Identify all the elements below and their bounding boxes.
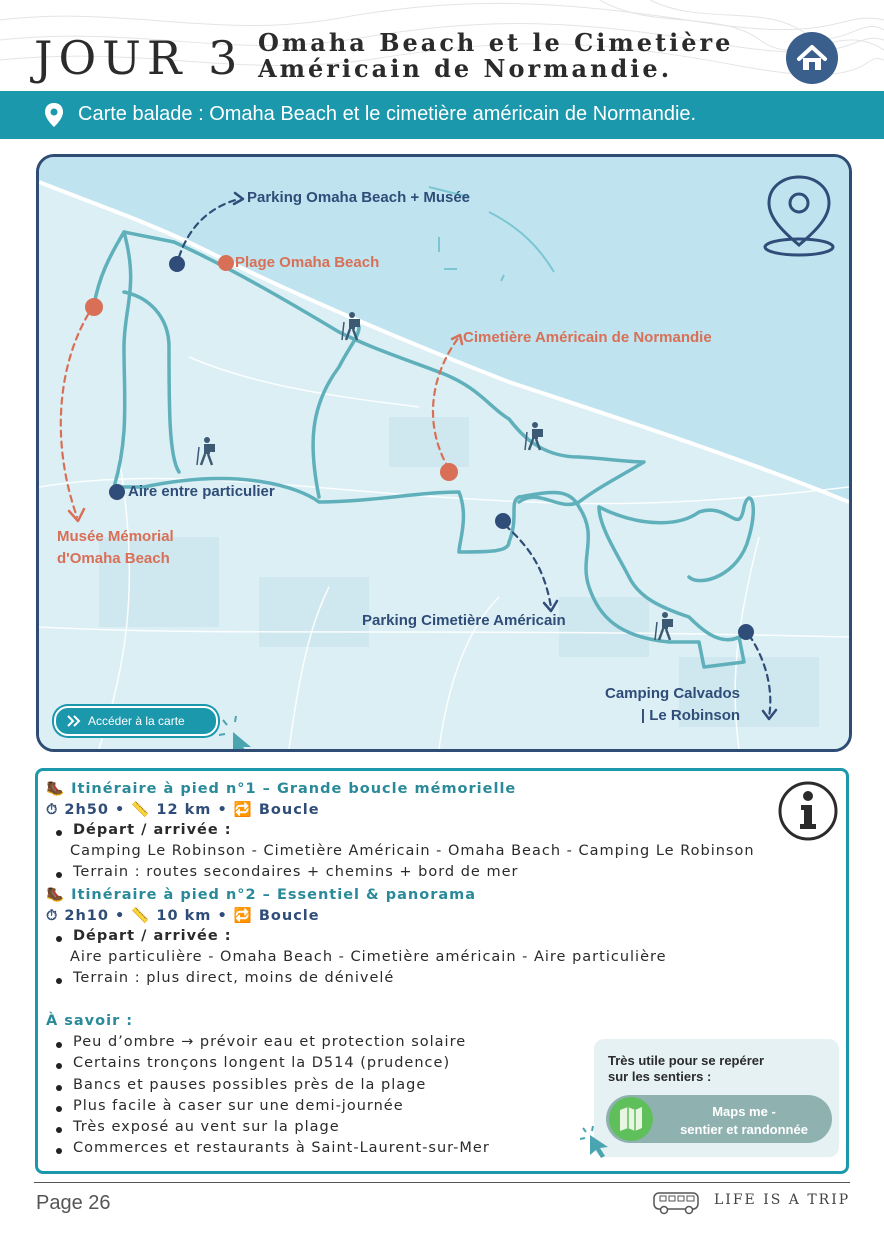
maps-me-recommendation [594, 1039, 839, 1157]
footer-divider [34, 1182, 850, 1183]
stopwatch-icon: ⏱ [46, 802, 59, 818]
label-plage-omaha: Plage Omaha Beach [235, 254, 380, 271]
map-app-icon [608, 1096, 654, 1142]
bullet [56, 1127, 62, 1133]
bullet [56, 1042, 62, 1048]
label-camping-line1: Camping Calvados [605, 685, 741, 702]
maps-me-button[interactable] [606, 1095, 832, 1143]
access-map-label: Accéder à la carte [88, 714, 185, 728]
double-chevron-icon [64, 711, 84, 731]
label-parking-omaha: Parking Omaha Beach + Musée [247, 189, 471, 206]
label-aire: Aire entre particulier [128, 483, 275, 500]
itinerary2-depart-label: Départ / arrivée : [73, 928, 232, 944]
label-camping [605, 683, 740, 727]
savoir-item: Bancs et pauses possibles près de la plage [73, 1077, 427, 1093]
useful-line2: sur les sentiers : [608, 1069, 712, 1084]
boot-icon: 🥾 [46, 781, 66, 797]
savoir-item: Commerces et restaurants à Saint-Laurent-sur-Mer [73, 1140, 490, 1156]
useful-line1: Très utile pour se repérer [608, 1053, 765, 1068]
bullet [56, 1148, 62, 1154]
maps-me-line1: Maps me - [712, 1104, 776, 1119]
label-musee-line1: Musée Mémorial [57, 528, 174, 545]
map-banner [0, 91, 884, 139]
itinerary1-title [46, 780, 516, 797]
cursor-icon [580, 1125, 614, 1159]
itinerary2-title-text: Itinéraire à pied n°2 – Essentiel & panorama [71, 887, 477, 903]
page-title [258, 30, 733, 82]
label-parking-cimetiere: Parking Cimetière Américain [362, 612, 566, 629]
itinerary1-meta-text: 2h50 • 📏 12 km • 🔁 Boucle [64, 802, 320, 818]
label-musee-line2: d'Omaha Beach [57, 550, 170, 567]
day-label: JOUR 3 [34, 31, 244, 85]
useful-text [608, 1053, 764, 1085]
itinerary1-title-text: Itinéraire à pied n°1 – Grande boucle mémorielle [71, 781, 517, 797]
stopwatch-icon: ⏱ [46, 908, 59, 924]
savoir-item: Très exposé au vent sur la plage [73, 1119, 340, 1135]
page-number: Page 26 [36, 1192, 111, 1214]
savoir-item: Peu d’ombre → prévoir eau et protection solaire [73, 1034, 467, 1050]
info-icon [776, 779, 840, 843]
bullet [56, 872, 62, 878]
page-title-line1: Omaha Beach et le Cimetière [258, 28, 734, 57]
maps-me-line2: sentier et randonnée [680, 1122, 808, 1137]
bullet [56, 936, 62, 942]
maps-me-label [664, 1103, 824, 1139]
bullet [56, 1085, 62, 1091]
boot-icon: 🥾 [46, 887, 66, 903]
map-graphic [39, 157, 849, 749]
brand-name: LIFE IS A TRIP [714, 1192, 851, 1208]
home-icon [786, 32, 838, 84]
savoir-item: Plus facile à caser sur une demi-journée [73, 1098, 404, 1114]
van-icon [652, 1190, 702, 1216]
itinerary1-terrain: Terrain : routes secondaires + chemins + bord de mer [73, 864, 519, 880]
savoir-title: À savoir : [46, 1013, 134, 1029]
banner-text: Carte balade : Omaha Beach et le cimetière américain de Normandie. [78, 103, 697, 125]
itinerary2-depart: Aire particulière - Omaha Beach - Cimetière américain - Aire particulière [70, 949, 667, 965]
itinerary-info-box [35, 768, 849, 1174]
itinerary1-meta [46, 801, 320, 818]
itinerary2-terrain: Terrain : plus direct, moins de dénivelé [73, 970, 395, 986]
bullet [56, 978, 62, 984]
itinerary1-depart: Camping Le Robinson - Cimetière Américain - Omaha Beach - Camping Le Robinson [70, 843, 755, 859]
bullet [56, 1063, 62, 1069]
itinerary2-meta-text: 2h10 • 📏 10 km • 🔁 Boucle [64, 908, 320, 924]
bullet [56, 1106, 62, 1112]
label-musee [57, 526, 174, 570]
itinerary1-depart-label: Départ / arrivée : [73, 822, 232, 838]
location-pin-icon [44, 102, 64, 128]
bullet [56, 830, 62, 836]
access-map-button[interactable] [54, 706, 218, 736]
home-button[interactable] [786, 32, 838, 84]
label-camping-line2: | Le Robinson [640, 707, 741, 724]
label-cimetiere: Cimetière Américain de Normandie [463, 329, 712, 346]
page-title-line2: Américain de Normandie. [258, 54, 673, 83]
itinerary2-meta [46, 907, 320, 924]
route-map[interactable] [36, 154, 852, 752]
savoir-item: Certains tronçons longent la D514 (prudence) [73, 1055, 451, 1071]
itinerary2-title [46, 886, 476, 903]
